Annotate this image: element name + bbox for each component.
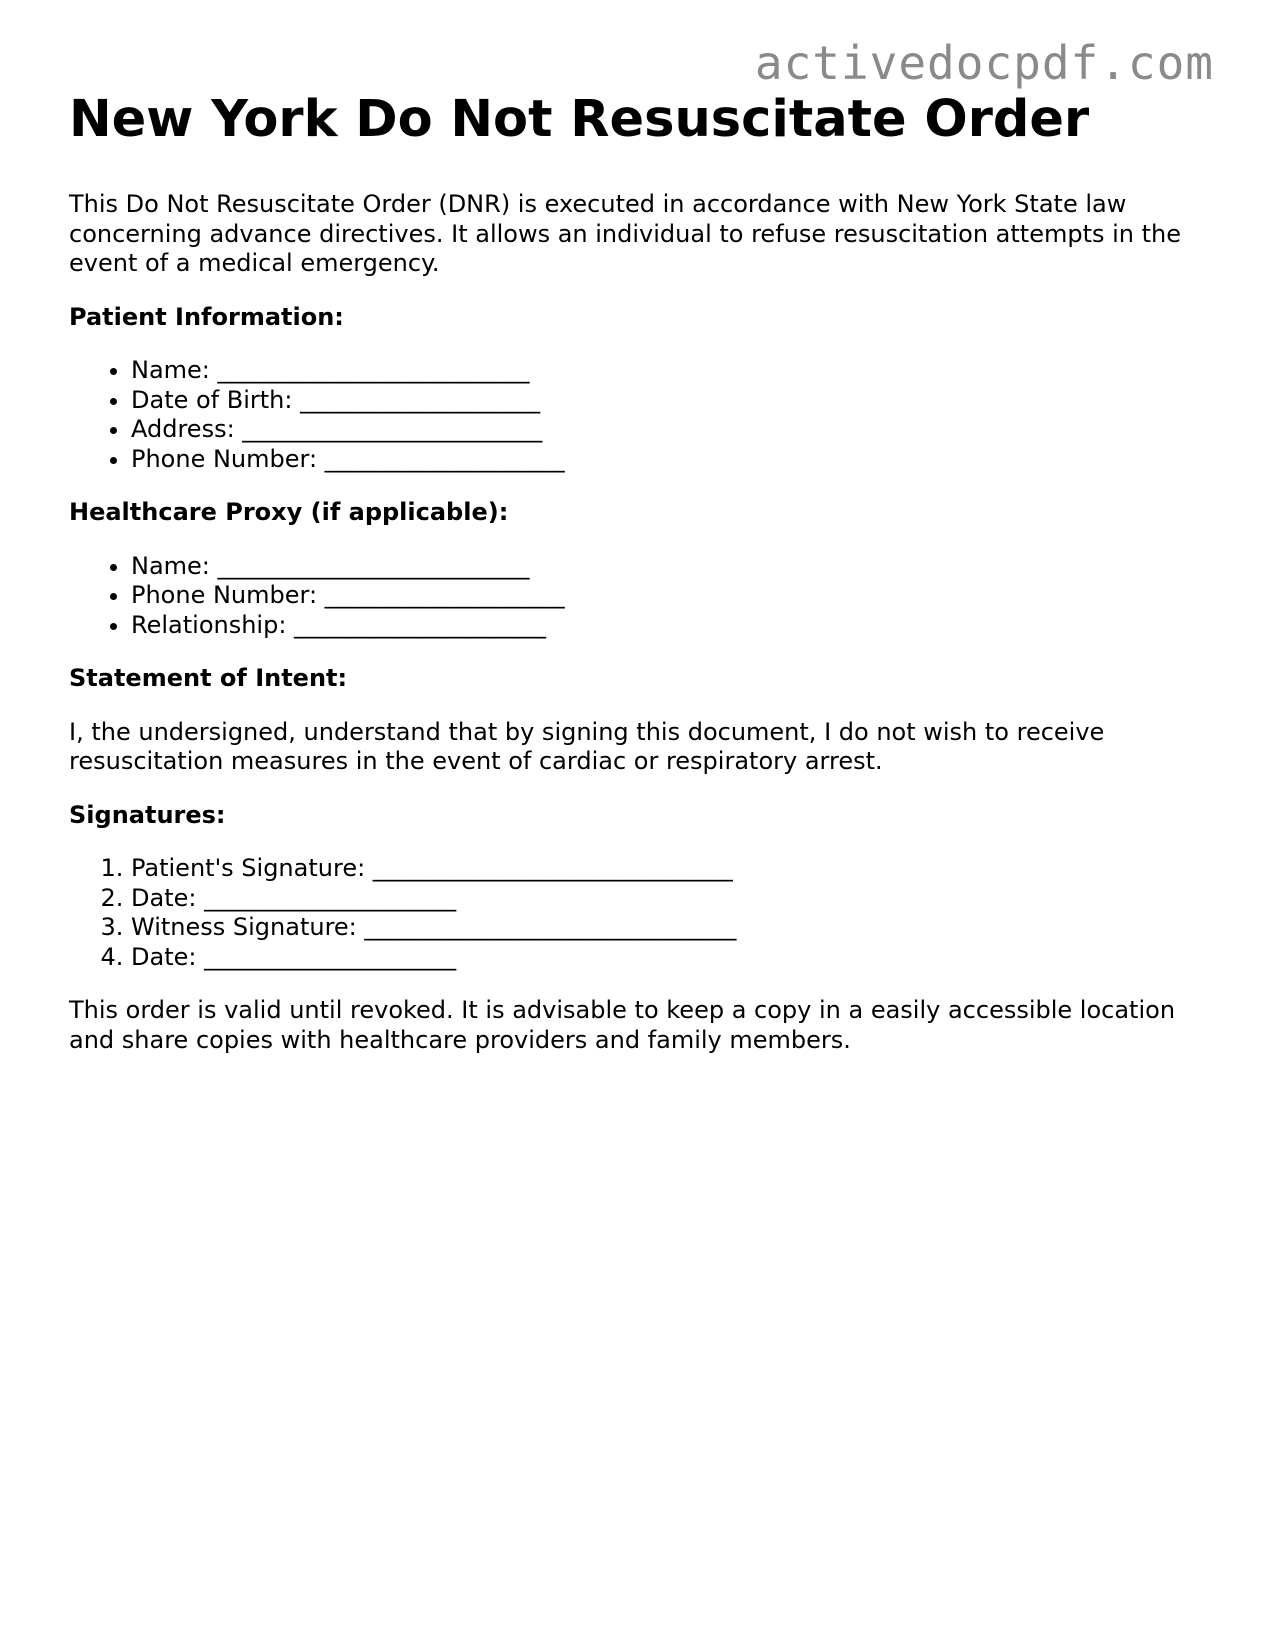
document-title: New York Do Not Resuscitate Order [69,90,1090,149]
intent-heading: Statement of Intent: [69,664,348,692]
patient-address-field[interactable]: • Address: _________________________ [131,415,1209,445]
proxy-phone-field[interactable]: • Phone Number: ____________________ [131,581,1209,611]
closing-paragraph: This order is valid until revoked. It is advisable to keep a copy in a easily accessible location and share copies with healthcare providers and family members. [69,996,1176,1054]
patient-phone-field[interactable]: • Phone Number: ____________________ [131,445,1209,475]
patient-name-field[interactable]: • Name: __________________________ [131,356,1209,386]
signatures-heading: Signatures: [69,800,226,829]
proxy-name-field[interactable]: • Name: __________________________ [131,552,1209,582]
proxy-list [69,552,1209,641]
patient-signature-date-field[interactable]: 2. Date: _____________________ [131,884,1209,914]
patient-dob-field[interactable]: • Date of Birth: ____________________ [131,386,1209,416]
document-page [69,88,1209,1055]
patient-info-heading: Patient Information: [69,302,344,331]
patient-signature-field[interactable]: 1. Patient's Signature: ______________________________ [131,854,1209,884]
witness-signature-date-field[interactable]: 4. Date: _____________________ [131,943,1209,973]
signatures-list [69,854,1209,972]
watermark: activedocpdf.com [754,36,1214,90]
proxy-heading: Healthcare Proxy (if applicable): [69,498,509,526]
witness-signature-field[interactable]: 3. Witness Signature: _______________________________ [131,913,1209,943]
proxy-relationship-field[interactable]: • Relationship: _____________________ [131,611,1209,641]
intro-paragraph: This Do Not Resuscitate Order (DNR) is executed in accordance with New York State law concerning advance directives. It allows an individual to refuse resuscitation attempts in the event of a medical emergency. [69,190,1182,277]
patient-info-list [69,356,1209,474]
intent-paragraph: I, the undersigned, understand that by signing this document, I do not wish to receive resuscitation measures in the event of cardiac or respiratory arrest. [69,717,1105,775]
